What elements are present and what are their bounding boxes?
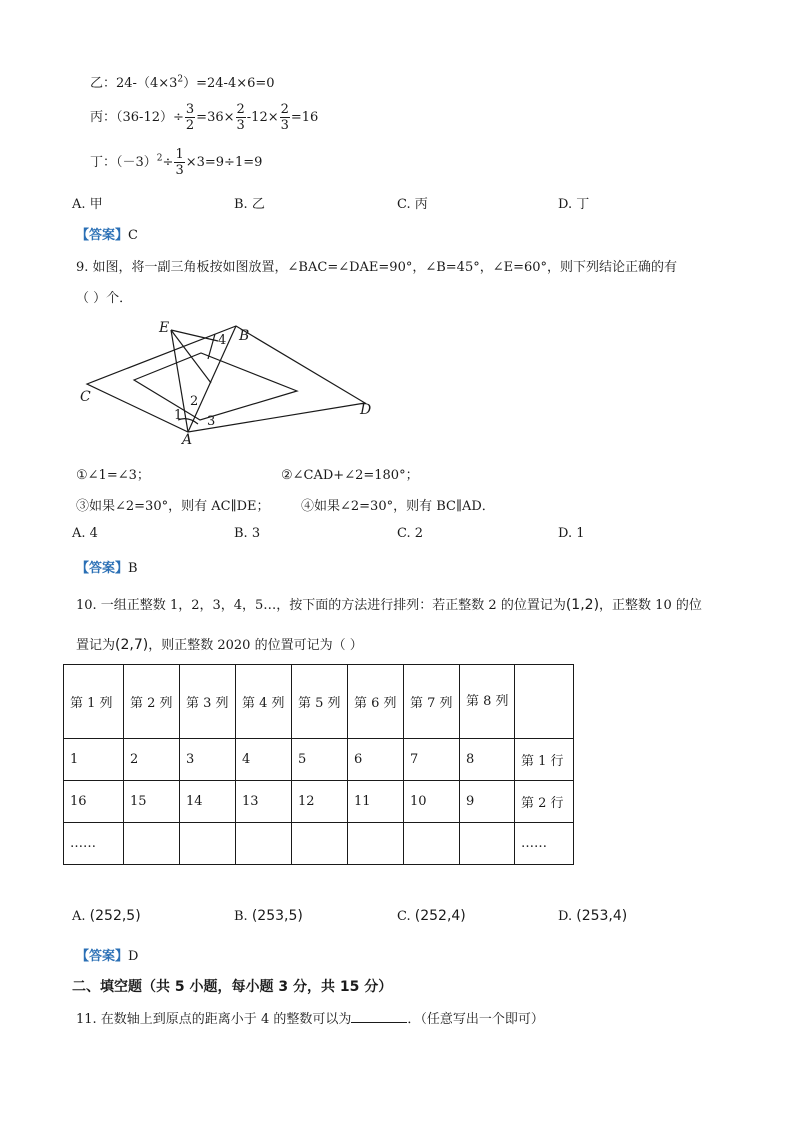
table-cell: 6 xyxy=(348,739,404,781)
table-cell: 第 2 列 xyxy=(124,665,180,739)
table-cell xyxy=(404,823,460,865)
calc-bing: 丙：（36-12）÷ $\frac{3}{2}$ =36× $\frac{2}{3}$ -12× $\frac{2}{3}$ =16 xyxy=(90,102,319,133)
fraction: $\frac{3}{2}$ xyxy=(185,102,195,133)
q9-choice-b: B. 3 xyxy=(234,526,261,541)
table-cell: 第 2 行 xyxy=(515,781,574,823)
table-cell: 5 xyxy=(292,739,348,781)
label-a: A xyxy=(182,432,193,448)
q10-stem-line1: 10. 一组正整数 1，2，3，4，5…，按下面的方法进行排列：若正整数 2 的位置记为(1,2)，正整数 10 的位 xyxy=(76,597,702,613)
q9-stem-line1: 9. 如图，将一副三角板按如图放置，∠BAC=∠DAE=90°，∠B=45°，∠E=60°，则下列结论正确的有 xyxy=(76,260,678,275)
q9-stem-line2: （ ）个． xyxy=(76,291,133,306)
q8-choice-a: A. 甲 xyxy=(72,197,103,212)
table-cell: …… xyxy=(515,823,574,865)
q9-statement-2: ②∠CAD+∠2=180°； xyxy=(281,468,419,483)
q8-answer: 【答案】C xyxy=(76,228,138,243)
table-row xyxy=(64,823,574,865)
q11-stem: 11. 在数轴上到原点的距离小于 4 的整数可以为 ．（任意写出一个即可） xyxy=(76,1012,544,1027)
table-cell: 第 5 列 xyxy=(292,665,348,739)
table-cell: 第 6 列 xyxy=(348,665,404,739)
q10-choice-b: B. (253,5) xyxy=(234,908,303,924)
table-row xyxy=(64,781,574,823)
q9-statement-1: ①∠1=∠3； xyxy=(76,468,150,483)
q8-choice-c: C. 丙 xyxy=(397,197,428,212)
table-cell: 4 xyxy=(236,739,292,781)
table-cell: 12 xyxy=(292,781,348,823)
q9-choice-c: C. 2 xyxy=(397,526,424,541)
table-cell xyxy=(236,823,292,865)
table-cell: 2 xyxy=(124,739,180,781)
answer-blank xyxy=(351,1010,407,1023)
table-cell: 第 1 列 xyxy=(64,665,124,739)
q10-answer: 【答案】D xyxy=(76,949,139,964)
q10-choice-d: D. (253,4) xyxy=(558,908,628,924)
label-e: E xyxy=(159,320,170,336)
label-angle1: 1 xyxy=(174,408,183,423)
q8-choice-b: B. 乙 xyxy=(234,197,265,212)
table-cell: 第 3 列 xyxy=(180,665,236,739)
table-cell xyxy=(124,823,180,865)
table-cell: 第 8 列 xyxy=(460,665,515,739)
table-cell xyxy=(180,823,236,865)
label-angle4: 4 xyxy=(218,333,227,348)
q8-choice-d: D. 丁 xyxy=(558,197,590,212)
table-cell xyxy=(460,823,515,865)
table-header-row xyxy=(64,665,574,739)
table-cell: 第 4 列 xyxy=(236,665,292,739)
q9-answer: 【答案】B xyxy=(76,561,138,576)
section-title: 二、填空题（共 5 小题，每小题 3 分，共 15 分） xyxy=(72,979,393,995)
label-angle2: 2 xyxy=(190,394,199,409)
table-cell: 14 xyxy=(180,781,236,823)
q10-stem-line2: 置记为(2,7)，则正整数 2020 的位置可记为（ ） xyxy=(76,637,363,653)
table-cell: 13 xyxy=(236,781,292,823)
line-angle4-mark xyxy=(208,334,215,359)
label-d: D xyxy=(360,402,372,418)
q9-choice-a: A. 4 xyxy=(72,526,98,541)
table-cell xyxy=(515,665,574,739)
table-cell: 8 xyxy=(460,739,515,781)
table-cell: 11 xyxy=(348,781,404,823)
inner-triangle-hole xyxy=(134,353,297,420)
q9-choice-d: D. 1 xyxy=(558,526,585,541)
table-cell xyxy=(292,823,348,865)
calc-yi: 乙：$24-(4\times 3^2)=24-4\times 6=0$ xyxy=(90,74,275,91)
q10-choice-c: C. (252,4) xyxy=(397,908,466,924)
table-cell: 16 xyxy=(64,781,124,823)
table-cell: …… xyxy=(64,823,124,865)
table-cell: 7 xyxy=(404,739,460,781)
label-angle3: 3 xyxy=(207,414,216,429)
q10-choice-a: A. (252,5) xyxy=(72,908,141,924)
q9-statement-4: ④如果∠2=30°，则有 BC∥AD． xyxy=(301,499,495,514)
fraction: $\frac{2}{3}$ xyxy=(280,102,289,133)
fraction: $\frac{1}{3}$ xyxy=(175,147,184,178)
table-cell: 15 xyxy=(124,781,180,823)
table-cell xyxy=(348,823,404,865)
table-cell: 10 xyxy=(404,781,460,823)
fraction: $\frac{2}{3}$ xyxy=(236,102,245,133)
table-row xyxy=(64,739,574,781)
table-cell: 1 xyxy=(64,739,124,781)
calc-ding: 丁：$(-3)^2\div$ $\frac{1}{3}$ ×3=9÷1=9 xyxy=(90,147,263,178)
table-cell: 第 7 列 xyxy=(404,665,460,739)
table-cell: 第 1 行 xyxy=(515,739,574,781)
table-cell: 3 xyxy=(180,739,236,781)
label-c: C xyxy=(80,389,91,405)
q10-table xyxy=(63,664,574,865)
label-b: B xyxy=(239,328,250,344)
table-cell: 9 xyxy=(460,781,515,823)
q9-statement-3: ③如果∠2=30°，则有 AC∥DE； xyxy=(76,499,270,514)
